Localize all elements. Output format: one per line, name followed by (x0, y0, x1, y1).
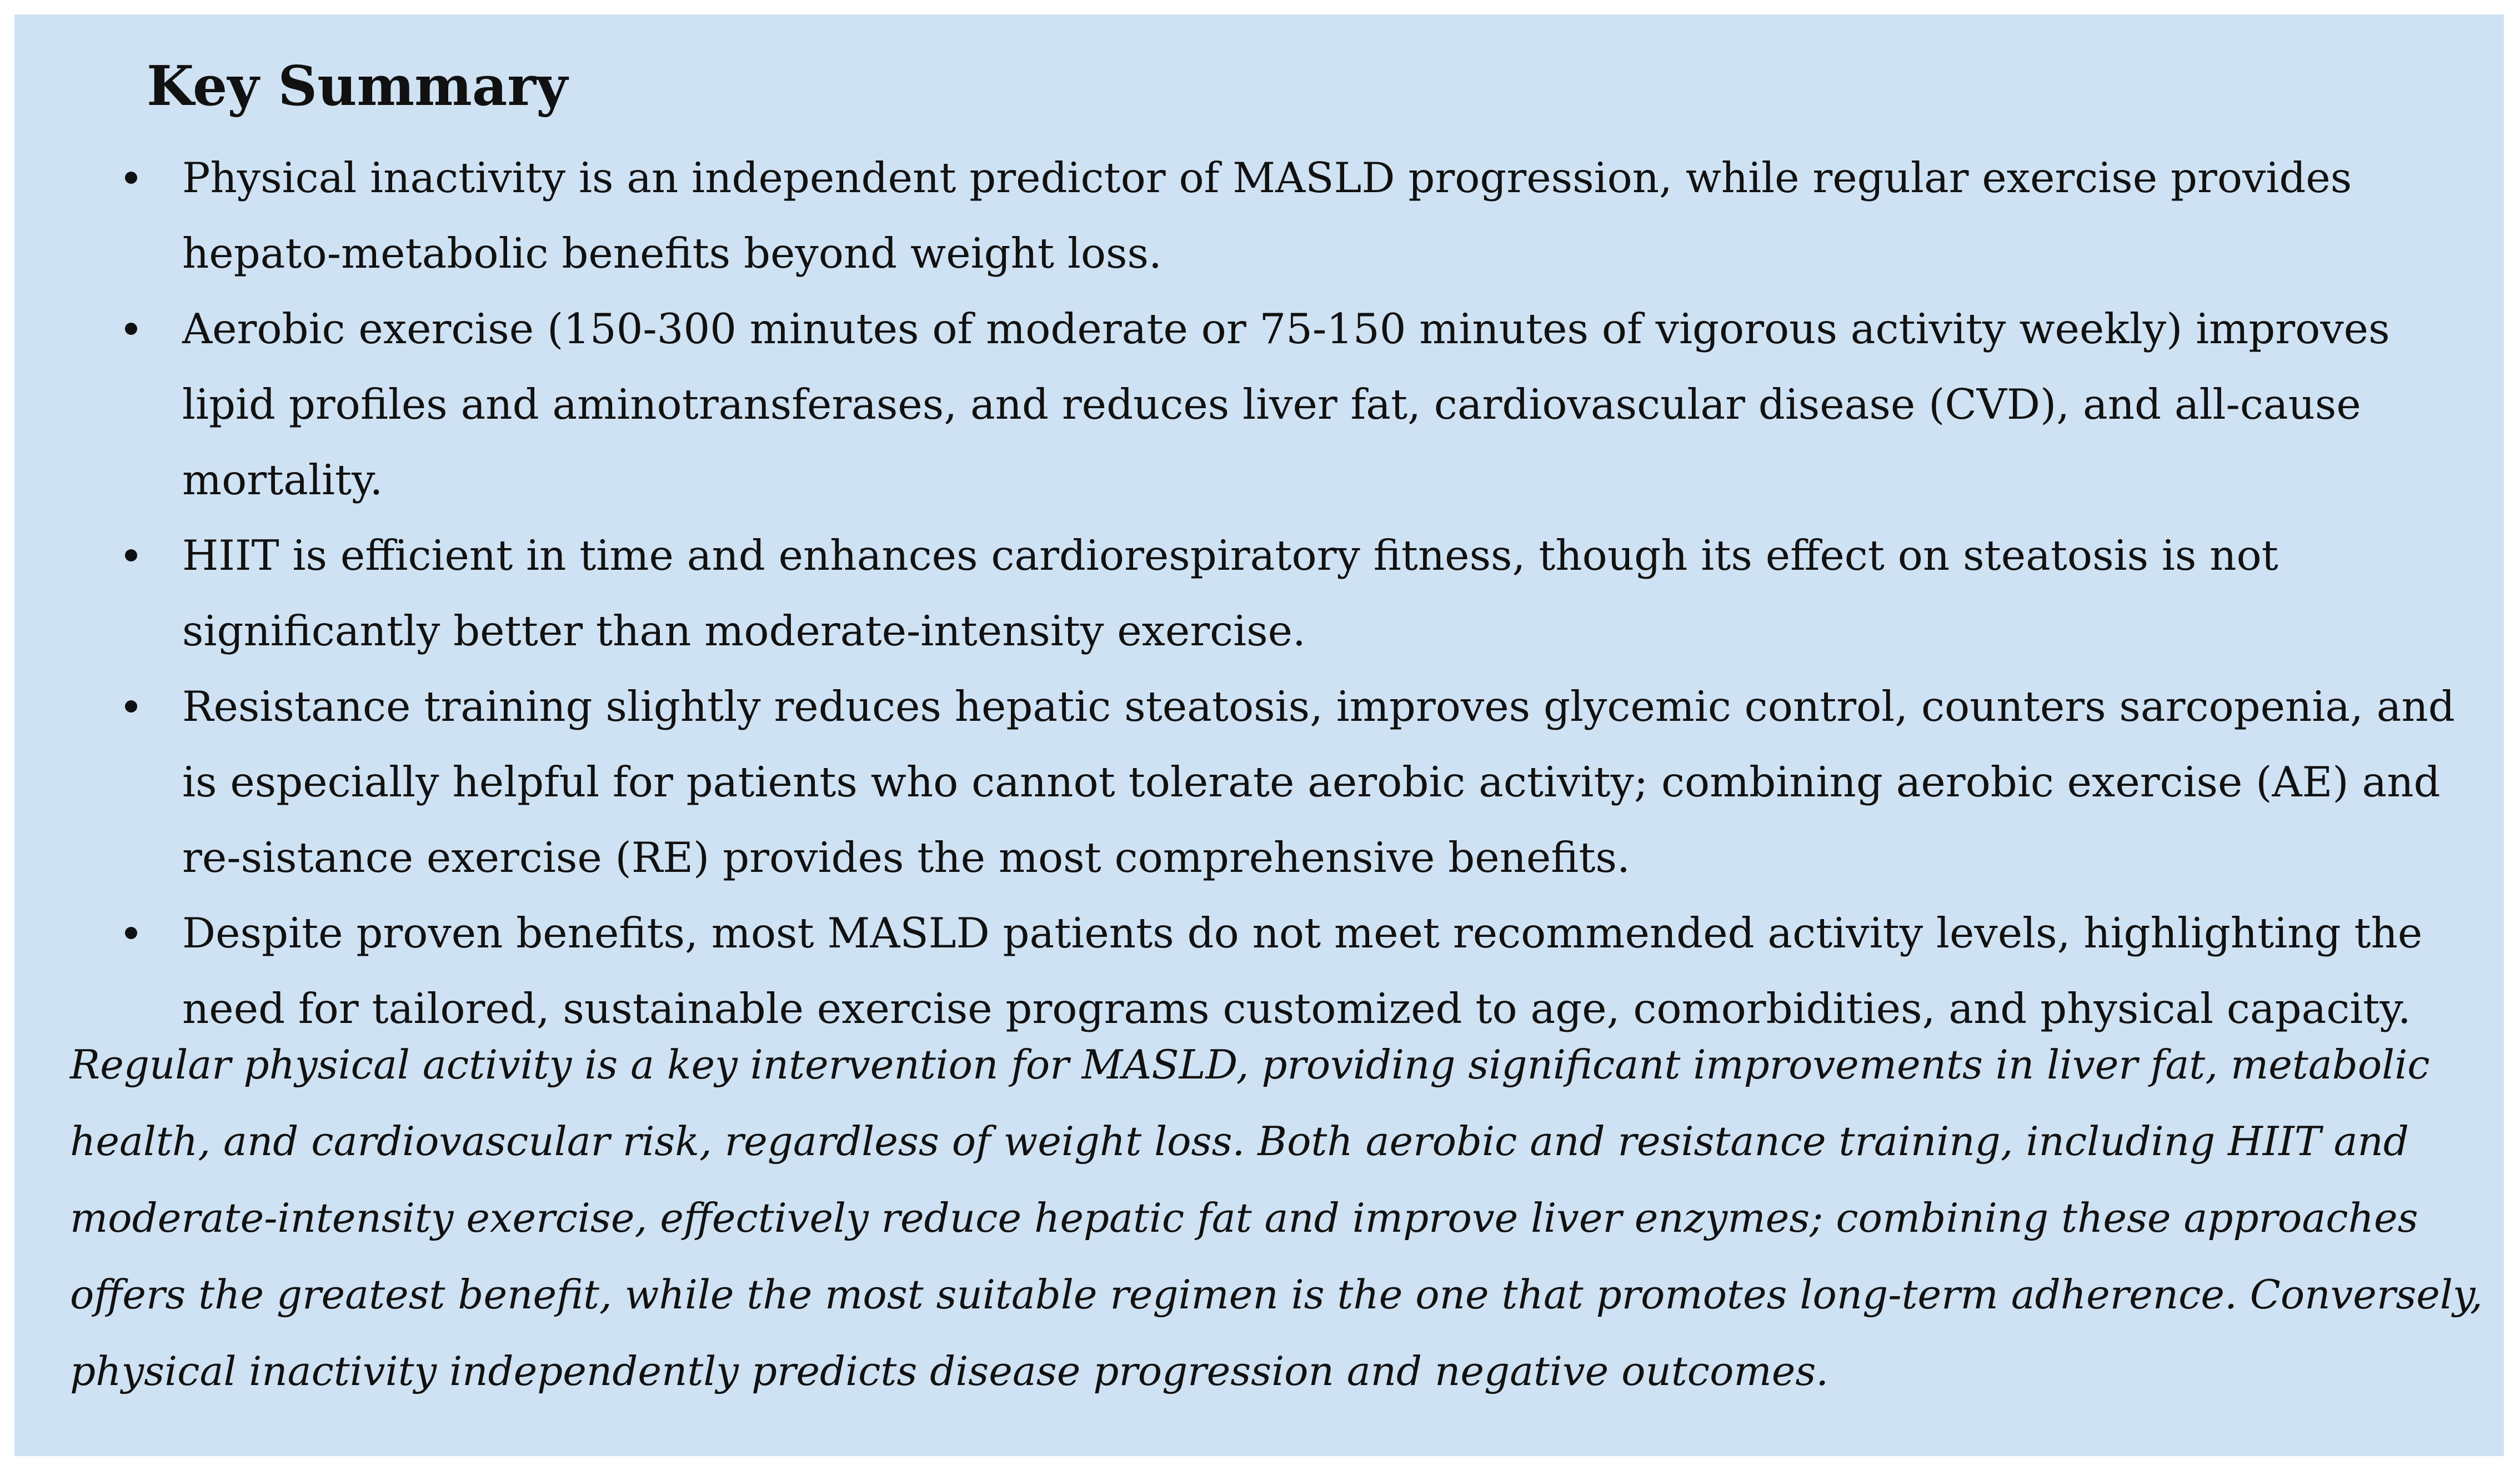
bullet-dot-icon (114, 518, 148, 593)
bullet-text: Resistance training slightly reduces hepatic steatosis, improves glycemic control, counters sarcopenia, and is especially helpful for patients who cannot tolerate aerobic activity; combining aerobic exercise (AE) and re-sistance exercise (RE) provides the most comprehensive benefits. (182, 682, 2455, 882)
bullet-item-activity-levels (14, 895, 2493, 1046)
bullet-dot-icon (114, 140, 148, 215)
bullet-text: HIIT is efficient in time and enhances cardiorespiratory fitness, though its effect on steatosis is not significantly better than moderate-intensity exercise. (182, 531, 2278, 655)
bullet-text: Despite proven benefits, most MASLD patients do not meet recommended activity levels, highlighting the need for tailored, sustainable exercise programs customized to age, comorbidities, and physical capacity. (182, 909, 2423, 1033)
bullet-item-hiit (14, 518, 2493, 669)
bullet-text: Aerobic exercise (150-300 minutes of moderate or 75-150 minutes of vigorous activity weekly) improves lipid profiles and aminotransferases, and reduces liver fat, cardiovascular disease (CVD), and all-cause mortality. (182, 304, 2390, 504)
bullet-dot-icon (114, 291, 148, 367)
bullet-item-physical-inactivity (14, 140, 2493, 291)
bullet-dot-icon (114, 895, 148, 971)
key-summary-bullet-list (14, 140, 2504, 1046)
bullet-dot-icon (114, 669, 148, 744)
conclusion-paragraph: Regular physical activity is a key intervention for MASLD, providing significant improvements in liver fat, metabolic health, and cardiovascular risk, regardless of weight loss. Both aerobic and resistance training, including HIIT and moderate-intensity exercise, effectively reduce hepatic fat and improve liver enzymes; combining these approaches offers the greatest benefit, while the most suitable regimen is the one that promotes long-term adherence. Conversely, physical inactivity independently predicts disease progression and negative outcomes. (70, 1041, 2483, 1394)
key-summary-title: Key Summary (147, 54, 568, 118)
key-summary-box (14, 14, 2504, 1456)
bullet-item-resistance-training (14, 669, 2493, 895)
bullet-text: Physical inactivity is an independent predictor of MASLD progression, while regular exercise provides hepato-metabolic benefits beyond weight loss. (182, 153, 2352, 278)
bullet-item-aerobic-exercise (14, 291, 2493, 518)
